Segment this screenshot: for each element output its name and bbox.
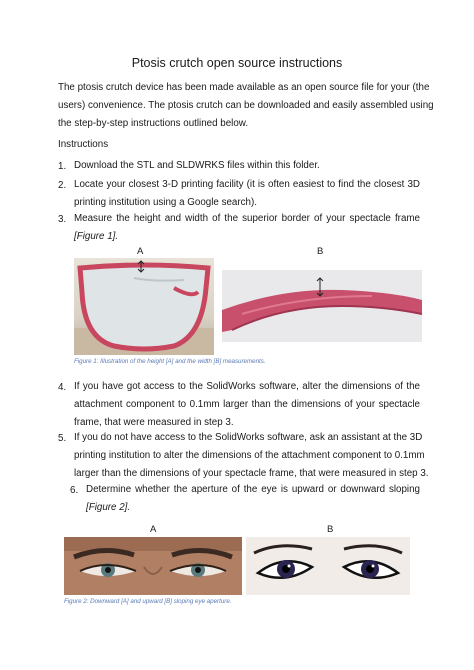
figure2-caption: Figure 2: Downward [A] and upward [B] sloping eye aperture. [64,598,232,605]
step-line: Determine whether the aperture of the eye is upward or downward sloping [86,484,420,495]
step-number: 3. [58,214,67,225]
step-text [74,378,420,432]
step-number: 5. [58,433,67,444]
figure2-label-b: B [327,524,334,535]
figure1-image-a [74,258,214,355]
step-line: [Figure 2]. [86,502,131,513]
step-line: larger than the dimensions of your spectacle frame, that were measured in step 3. [74,468,429,479]
step-text [86,481,420,517]
step-number: 1. [58,161,67,172]
figure2-image-a [64,537,242,595]
page-title: Ptosis crutch open source instructions [131,56,343,70]
step-number: 6. [70,485,79,496]
step-line: Locate your closest 3-D printing facility (it is often easiest to find the closest 3D [74,179,420,190]
figure2-image-b [246,537,410,595]
step-line: If you do not have access to the SolidWorks software, ask an assistant at the 3D [74,432,423,443]
step-line: If you have got access to the SolidWorks software, alter the dimensions of the [74,381,420,392]
intro-line: The ptosis crutch device has been made available as an open source file for your (the [58,82,430,93]
step-number: 4. [58,382,67,393]
figure2-label-a: A [150,524,157,535]
step-line: printing institution to alter the dimensions of the attachment component to 0.1mm [74,450,425,461]
step-text [74,176,420,212]
instructions-heading: Instructions [58,139,109,150]
figure1-image-b [222,270,422,342]
step-line: Measure the height and width of the superior border of your spectacle frame [74,213,420,224]
step-text [74,157,420,175]
step-line: printing institution using a Google search). [74,197,257,208]
step-line: Download the STL and SLDWRKS files within this folder. [74,160,320,171]
figure1-caption: Figure 1: Illustration of the height [A] and the width [B] measurements. [74,358,266,365]
step-text [74,429,429,483]
intro-line: the step-by-step instructions outlined below. [58,118,249,129]
step-line: frame, that were measured in step 3. [74,417,234,428]
step-line: attachment component to 0.1mm larger than the dimensions of your spectacle [74,399,420,410]
intro-paragraph [58,79,434,133]
figure1-label-b: B [317,246,324,257]
step-line: [Figure 1]. [74,231,119,242]
step-number: 2. [58,180,67,191]
figure1-label-a: A [137,246,144,257]
intro-line: users) convenience. The ptosis crutch can be downloaded and easily assembled using [58,100,434,111]
step-text [74,210,420,246]
